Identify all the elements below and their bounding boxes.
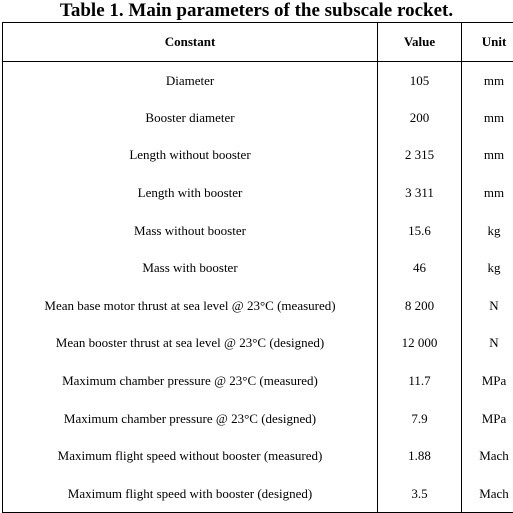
table-caption: Table 1. Main parameters of the subscale rocket. [0, 0, 513, 22]
column-header-constant: Constant [3, 23, 378, 62]
cell-value: 12 000 [378, 325, 462, 363]
cell-constant: Length with booster [3, 174, 378, 212]
cell-unit: N [462, 287, 513, 325]
cell-value: 7.9 [378, 400, 462, 438]
cell-value: 2 315 [378, 137, 462, 175]
cell-unit: MPa [462, 362, 513, 400]
table-row [3, 325, 513, 363]
table-row [3, 400, 513, 438]
cell-unit: N [462, 325, 513, 363]
cell-unit: mm [462, 99, 513, 137]
table-row [3, 475, 513, 513]
column-header-unit: Unit [462, 23, 513, 62]
cell-unit: MPa [462, 400, 513, 438]
cell-unit: mm [462, 137, 513, 175]
cell-unit: kg [462, 249, 513, 287]
cell-value: 11.7 [378, 362, 462, 400]
cell-constant: Maximum chamber pressure @ 23°C (designed) [3, 400, 378, 438]
table-row [3, 62, 513, 100]
cell-constant: Booster diameter [3, 99, 378, 137]
table-row [3, 249, 513, 287]
cell-unit: mm [462, 62, 513, 100]
table-header-row [3, 23, 513, 62]
cell-constant: Diameter [3, 62, 378, 100]
cell-unit: kg [462, 212, 513, 250]
cell-constant: Mean base motor thrust at sea level @ 23°C (measured) [3, 287, 378, 325]
table-row [3, 174, 513, 212]
cell-constant: Length without booster [3, 137, 378, 175]
cell-constant: Mean booster thrust at sea level @ 23°C (designed) [3, 325, 378, 363]
cell-constant: Maximum chamber pressure @ 23°C (measured) [3, 362, 378, 400]
table-row [3, 362, 513, 400]
cell-constant: Maximum flight speed with booster (designed) [3, 475, 378, 513]
cell-constant: Mass without booster [3, 212, 378, 250]
cell-unit: Mach [462, 475, 513, 513]
cell-unit: Mach [462, 437, 513, 475]
table-row [3, 212, 513, 250]
cell-value: 200 [378, 99, 462, 137]
cell-constant: Maximum flight speed without booster (measured) [3, 437, 378, 475]
parameters-table [2, 22, 513, 513]
table-row [3, 137, 513, 175]
cell-value: 8 200 [378, 287, 462, 325]
table-row [3, 99, 513, 137]
cell-value: 3.5 [378, 475, 462, 513]
table-row [3, 287, 513, 325]
cell-unit: mm [462, 174, 513, 212]
column-header-value: Value [378, 23, 462, 62]
table-row [3, 437, 513, 475]
cell-value: 1.88 [378, 437, 462, 475]
cell-constant: Mass with booster [3, 249, 378, 287]
cell-value: 15.6 [378, 212, 462, 250]
cell-value: 3 311 [378, 174, 462, 212]
cell-value: 105 [378, 62, 462, 100]
cell-value: 46 [378, 249, 462, 287]
